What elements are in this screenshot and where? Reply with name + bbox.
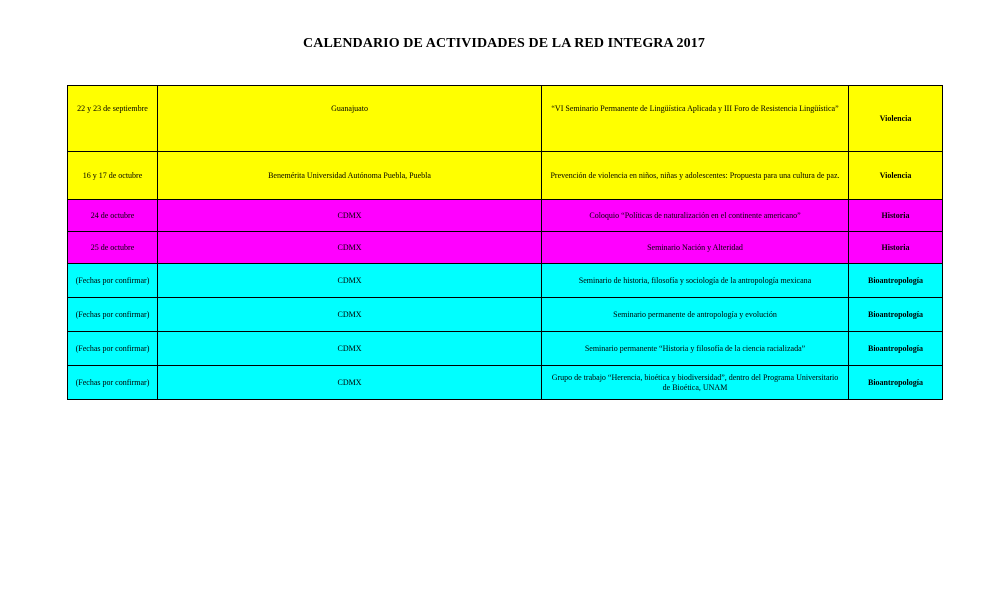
place-cell: CDMX — [158, 366, 542, 400]
table-row — [68, 298, 943, 332]
date-cell: (Fechas por confirmar) — [68, 332, 158, 366]
area-cell: Violencia — [849, 152, 943, 200]
activity-cell: Prevención de violencia en niños, niñas y adolescentes: Propuesta para una cultura de paz. — [542, 152, 849, 200]
place-cell: CDMX — [158, 232, 542, 264]
place-cell: CDMX — [158, 264, 542, 298]
date-cell: (Fechas por confirmar) — [68, 264, 158, 298]
activities-table — [67, 85, 943, 400]
date-cell: 16 y 17 de octubre — [68, 152, 158, 200]
table-row — [68, 264, 943, 298]
area-cell: Bioantropología — [849, 332, 943, 366]
date-cell: (Fechas por confirmar) — [68, 298, 158, 332]
table-row — [68, 86, 943, 152]
place-cell: Guanajuato — [158, 86, 542, 152]
table-row — [68, 200, 943, 232]
area-cell: Historia — [849, 200, 943, 232]
table-row — [68, 332, 943, 366]
place-cell: Benemérita Universidad Autónoma Puebla, Puebla — [158, 152, 542, 200]
place-cell: CDMX — [158, 332, 542, 366]
table-row — [68, 366, 943, 400]
date-cell: 25 de octubre — [68, 232, 158, 264]
activity-cell: Seminario permanente “Historia y filosofía de la ciencia racializada” — [542, 332, 849, 366]
area-cell: Violencia — [849, 86, 943, 152]
area-cell: Bioantropología — [849, 298, 943, 332]
area-cell: Bioantropología — [849, 264, 943, 298]
date-cell: 22 y 23 de septiembre — [68, 86, 158, 152]
page-title: CALENDARIO DE ACTIVIDADES DE LA RED INTEGRA 2017 — [303, 36, 705, 51]
activity-cell: Seminario Nación y Alteridad — [542, 232, 849, 264]
place-cell: CDMX — [158, 200, 542, 232]
activity-cell: Seminario de historia, filosofía y sociología de la antropología mexicana — [542, 264, 849, 298]
table-row — [68, 152, 943, 200]
table-row — [68, 232, 943, 264]
date-cell: 24 de octubre — [68, 200, 158, 232]
activity-cell: Seminario permanente de antropología y evolución — [542, 298, 849, 332]
area-cell: Bioantropología — [849, 366, 943, 400]
area-cell: Historia — [849, 232, 943, 264]
place-cell: CDMX — [158, 298, 542, 332]
date-cell: (Fechas por confirmar) — [68, 366, 158, 400]
activity-cell: Coloquio “Políticas de naturalización en el continente americano” — [542, 200, 849, 232]
activity-cell: “VI Seminario Permanente de Lingüística Aplicada y III Foro de Resistencia Lingüística” — [542, 86, 849, 152]
activity-cell: Grupo de trabajo “Herencia, bioética y biodiversidad”, dentro del Programa Universitario de Bioética, UNAM — [542, 366, 849, 400]
